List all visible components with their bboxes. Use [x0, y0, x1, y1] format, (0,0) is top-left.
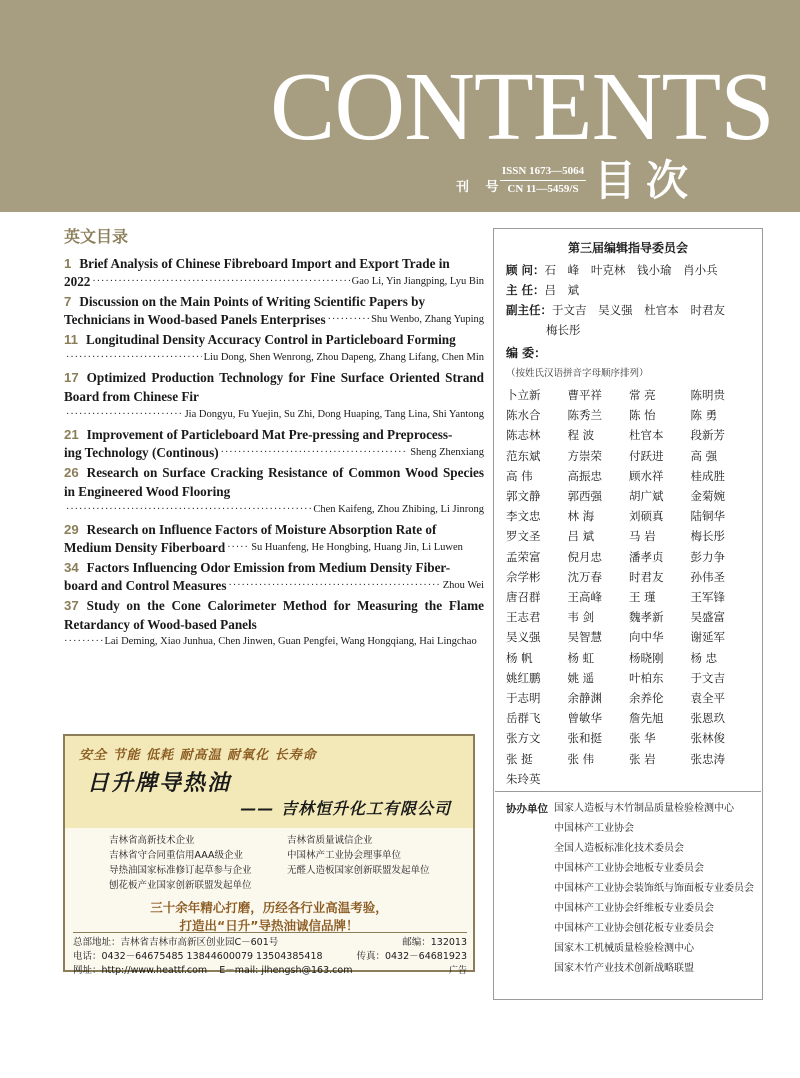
coop-unit: 国家人造板与木竹制品质量检验检测中心 — [554, 803, 734, 814]
toc-page-number: 29 — [64, 522, 79, 537]
committee-member: 范东斌 — [506, 448, 541, 463]
committee-member: 曾敏华 — [567, 711, 602, 726]
ad-tagline: 三十余年精心打磨，历经各行业高温考验， — [150, 900, 388, 915]
committee-member: 陈明贵 — [690, 388, 725, 402]
committee-member: 顾水祥 — [629, 468, 664, 483]
toc-entry[interactable] — [64, 596, 484, 650]
committee-member: 张 伟 — [567, 751, 595, 766]
committee-member: 张恩玖 — [690, 711, 725, 726]
committee-member: 张 挺 — [506, 751, 533, 766]
committee-member: 吕 斌 — [567, 529, 595, 544]
committee-member: 张和挺 — [567, 731, 602, 746]
committee-member: 刘硕真 — [629, 509, 664, 524]
toc-title: 34 Factors Influencing Odor Emission from Medium Density Fiber- — [64, 560, 451, 575]
committee-member: 金菊婉 — [690, 489, 725, 504]
committee-member: 朱玲英 — [506, 771, 541, 786]
panel-divider — [495, 791, 761, 792]
committee-vice-chairs: 副主任：于文吉 吴义强 杜官本 时君友 梅长彤 — [506, 303, 725, 337]
toc-authors: Chen Kaifeng, Zhou Zhibing, Li Jinrong — [313, 504, 484, 515]
toc-page-number: 1 — [64, 256, 72, 271]
table-of-contents — [64, 254, 484, 652]
ad-cert: 导热油国家标准修订起草参与企业 — [109, 865, 252, 876]
committee-member: 詹先旭 — [629, 711, 664, 726]
committee-member: 沈万春 — [567, 569, 602, 584]
committee-member: 杨 帆 — [506, 650, 533, 665]
issn-label: 刊 号 — [456, 180, 505, 195]
toc-authors: Gao Li, Yin Jiangping, Lyu Bin — [351, 276, 484, 287]
committee-member: 吴盛富 — [690, 610, 725, 625]
toc-title: 21 Improvement of Particleboard Mat Pre-pressing and Preprocess- — [64, 427, 453, 442]
committee-member: 倪月忠 — [567, 549, 602, 564]
committee-member: 梅长彤 — [690, 529, 725, 544]
committee-member: 李文忠 — [506, 509, 541, 524]
coop-unit: 中国林产工业协会装饰纸与饰面板专业委员会 — [554, 883, 754, 894]
ad-cert — [287, 879, 439, 893]
issn-block — [500, 166, 586, 195]
editorial-committee-panel — [493, 228, 763, 1000]
committee-member: 张 岩 — [629, 751, 656, 766]
toc-author-line — [64, 501, 484, 518]
committee-member: 余静渊 — [567, 691, 602, 706]
committee-member: 郭西强 — [567, 489, 602, 504]
toc-page-number: 7 — [64, 294, 72, 309]
committee-member: 郭文静 — [506, 489, 541, 504]
committee-member: 姚红鹏 — [506, 670, 541, 685]
members-grid — [506, 385, 752, 789]
toc-authors: Shu Wenbo, Zhang Yuping — [371, 314, 484, 325]
members-note: （按姓氏汉语拼音字母顺序排列） — [506, 368, 649, 379]
coop-unit: 中国林产工业协会刨花板专业委员会 — [554, 923, 714, 934]
toc-entry[interactable] — [64, 330, 484, 366]
committee-member: 陈 勇 — [690, 408, 718, 423]
committee-member: 魏孝新 — [629, 610, 664, 625]
committee-member: 高振忠 — [567, 468, 602, 483]
ad-website[interactable]: 网址：http://www.heattf.com — [73, 965, 208, 976]
coop-unit: 全国人造板标准化技术委员会 — [554, 843, 684, 854]
members-label: 编 委： — [506, 346, 547, 360]
committee-member: 常 亮 — [629, 388, 656, 402]
committee-member: 杨 虹 — [567, 650, 595, 665]
ad-postcode: 邮编：132013 — [402, 937, 467, 948]
committee-member: 杜官本 — [629, 428, 664, 443]
ad-address: 总部地址：吉林省吉林市高新区创业园C－601号 — [73, 937, 279, 948]
ad-cert: 吉林省守合同重信用AAA级企业 — [109, 850, 244, 861]
ad-certifications — [109, 834, 439, 893]
committee-member: 吴智慧 — [567, 630, 602, 645]
committee-member: 杨 忠 — [690, 650, 718, 665]
committee-member: 姚 遥 — [567, 670, 595, 685]
committee-member: 桂成胜 — [690, 468, 725, 483]
toc-authors: ·········Lai Deming, Xiao Junhua, Chen Jinwen, Guan Pengfei, Wang Hongqiang, Hai Lingchao — [64, 636, 477, 647]
ad-cert: 吉林省高新技术企业 — [109, 835, 195, 846]
committee-member: 胡广斌 — [629, 489, 664, 504]
committee-member: 于文吉 — [690, 670, 725, 685]
toc-page-number: 11 — [64, 332, 78, 347]
committee-member: 方崇荣 — [567, 448, 602, 463]
header-band — [0, 0, 800, 212]
committee-member: 孟荣富 — [506, 549, 541, 564]
toc-entry[interactable] — [64, 558, 484, 594]
toc-title: 1 Brief Analysis of Chinese Fibreboard Import and Export Trade in — [64, 256, 450, 271]
committee-member: 于志明 — [506, 691, 541, 706]
committee-member: 程 波 — [567, 428, 595, 443]
committee-member: 潘孝贞 — [629, 549, 664, 564]
committee-member: 谢延军 — [690, 630, 725, 645]
committee-member: 时君友 — [629, 569, 664, 584]
committee-member: 杨晓刚 — [629, 650, 664, 665]
committee-member: 彭力争 — [690, 549, 725, 564]
toc-title: 17 Optimized Production Technology for Fine Surface Oriented Strand Board from Chinese Fir — [64, 370, 484, 404]
contents-title-cn: 目次 — [594, 156, 699, 205]
toc-page-number: 17 — [64, 370, 79, 385]
section-title: 英文目录 — [64, 227, 129, 246]
toc-entry[interactable] — [64, 292, 484, 328]
coop-list — [554, 799, 760, 979]
toc-author-line: 2022 ····· Gao Li, Yin Jiangping, Lyu Bin — [64, 273, 484, 290]
committee-advisors: 顾 问：石 峰 叶克林 钱小瑜 肖小兵 — [506, 263, 718, 277]
toc-author-line: ing Technology (Continous) ····· Sheng Zhenxiang — [64, 444, 484, 461]
toc-authors: Jia Dongyu, Fu Yuejin, Su Zhi, Dong Huaping, Tang Lina, Shi Yantong — [184, 409, 484, 420]
toc-entry[interactable] — [64, 368, 484, 423]
toc-author-line — [64, 406, 484, 423]
ad-mark: 广告 — [448, 966, 467, 976]
toc-authors: Liu Dong, Shen Wenrong, Zhou Dapeng, Zhang Lifang, Chen Min — [203, 352, 484, 363]
committee-member: 段新芳 — [690, 428, 725, 443]
committee-member: 陈志林 — [506, 428, 541, 443]
toc-title: 29 Research on Influence Factors of Moisture Absorption Rate of — [64, 522, 437, 537]
toc-authors: Zhou Wei — [442, 580, 484, 591]
committee-member: 高 伟 — [506, 468, 533, 483]
committee-member: 吴义强 — [506, 630, 541, 645]
coop-label: 协办单位 — [506, 803, 548, 815]
ad-phone: 电话：0432－64675485 13844600079 13504385418 — [73, 951, 323, 962]
committee-member: 卜立新 — [506, 388, 541, 402]
toc-entry[interactable] — [64, 254, 484, 290]
ad-cert: 吉林省质量诚信企业 — [287, 835, 373, 846]
toc-title: 11 Longitudinal Density Accuracy Control in Particleboard Forming — [64, 332, 456, 347]
committee-member: 林 海 — [567, 509, 595, 524]
toc-title: 37 Study on the Cone Calorimeter Method for Measuring the Flame Retardancy of Wood-based Panels — [64, 598, 484, 632]
committee-member: 高 强 — [690, 448, 718, 463]
ad-tagline: 打造出“日升”导热油诚信品牌！ — [179, 918, 359, 933]
toc-title: 26 Research on Surface Cracking Resistance of Common Wood Species in Engineered Wood Flooring — [64, 465, 484, 499]
coop-unit: 国家木竹产业技术创新战略联盟 — [554, 963, 694, 974]
committee-member: 曹平祥 — [567, 388, 602, 402]
ad-fax: 传真：0432－64681923 — [356, 951, 467, 962]
committee-member — [568, 769, 630, 789]
committee-member: 陆铜华 — [690, 509, 725, 524]
toc-author-line — [64, 349, 484, 366]
contents-title: CONTENTS — [270, 53, 774, 161]
committee-member: 岳群飞 — [506, 711, 541, 726]
cn-number: CN 11—5459/S — [507, 183, 579, 195]
toc-page-number: 34 — [64, 560, 79, 575]
committee-member: 张忠涛 — [690, 751, 725, 766]
committee-member: 袁全平 — [690, 691, 725, 706]
committee-member: 陈水合 — [506, 408, 541, 423]
committee-member — [691, 769, 753, 789]
committee-member: 罗文圣 — [506, 529, 541, 544]
committee-chair: 主 任：吕 斌 — [506, 283, 580, 297]
committee-member: 向中华 — [629, 630, 664, 645]
committee-member: 陈秀兰 — [567, 408, 602, 423]
committee-member: 王志君 — [506, 610, 541, 625]
ad-company: —— 吉林恒升化工有限公司 — [240, 799, 451, 818]
committee-member: 叶柏东 — [629, 670, 664, 685]
committee-member: 张林俊 — [690, 731, 725, 746]
toc-title: 7 Discussion on the Main Points of Writing Scientific Papers by — [64, 294, 426, 309]
coop-unit: 中国林产工业协会地板专业委员会 — [554, 863, 704, 874]
toc-author-line: board and Control Measures ····· Zhou Wei — [64, 577, 484, 594]
committee-member: 付跃进 — [629, 448, 664, 463]
coop-unit: 中国林产工业协会纤维板专业委员会 — [554, 903, 714, 914]
toc-entry[interactable] — [64, 463, 484, 518]
toc-entry[interactable] — [64, 520, 484, 556]
toc-author-line: Technicians in Wood-based Panels Enterprises ····· Shu Wenbo, Zhang Yuping — [64, 311, 484, 328]
committee-title: 第三届编辑指导委员会 — [567, 241, 688, 255]
committee-member: 韦 剑 — [567, 610, 595, 625]
issn-number: ISSN 1673—5064 — [500, 166, 586, 181]
committee-member: 王军锋 — [690, 590, 725, 605]
committee-member: 余养伦 — [629, 691, 664, 706]
committee-member: 孙伟圣 — [690, 569, 725, 584]
toc-authors: Su Huanfeng, He Hongbing, Huang Jin, Li Luwen — [251, 542, 463, 553]
toc-page-number: 21 — [64, 427, 79, 442]
toc-author-line: Medium Density Fiberboard ····· Su Huanfeng, He Hongbing, Huang Jin, Li Luwen — [64, 539, 484, 556]
committee-member: 张方文 — [506, 731, 541, 746]
ad-contact — [73, 932, 467, 978]
committee-member: 陈 怡 — [629, 408, 656, 423]
committee-member: 唐召群 — [506, 590, 541, 605]
toc-page-number: 37 — [64, 598, 79, 613]
committee-member: 王 瑾 — [629, 590, 656, 605]
toc-page-number: 26 — [64, 465, 79, 480]
ad-email[interactable]: E－mail: jlhengsh@163.com — [219, 965, 353, 976]
committee-member: 张 华 — [629, 731, 656, 746]
ad-slogan: 安全 节能 低耗 耐高温 耐氧化 长寿命 — [79, 748, 317, 763]
toc-authors: Sheng Zhenxiang — [410, 447, 484, 458]
ad-cert: 刨花板产业国家创新联盟发起单位 — [109, 880, 252, 891]
advertisement — [63, 734, 475, 976]
committee-member: 王高峰 — [567, 590, 602, 605]
committee-member: 佘学彬 — [506, 569, 541, 584]
committee-member — [629, 769, 691, 789]
toc-entry[interactable] — [64, 425, 484, 461]
coop-unit: 国家木工机械质量检验检测中心 — [554, 943, 694, 954]
committee-member: 马 岩 — [629, 529, 656, 544]
ad-brand: 日升牌导热油 — [87, 771, 232, 796]
ad-cert: 无醛人造板国家创新联盟发起单位 — [287, 865, 430, 876]
coop-unit: 中国林产工业协会 — [554, 823, 634, 834]
ad-cert: 中国林产工业协会理事单位 — [287, 850, 402, 861]
